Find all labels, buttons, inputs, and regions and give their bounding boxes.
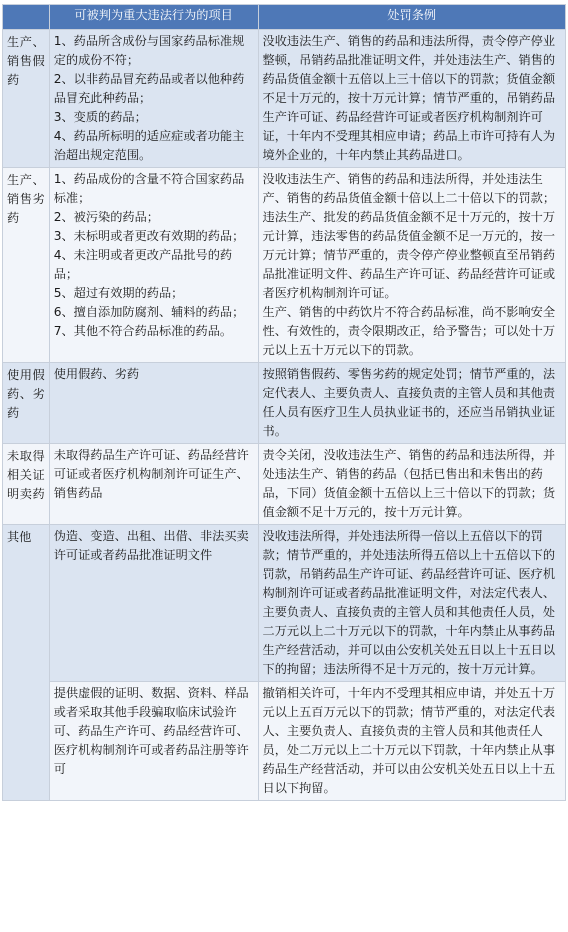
header-penalty: 处罚条例 xyxy=(258,5,565,30)
row-category: 生产、销售假药 xyxy=(3,30,50,168)
table-header-row xyxy=(3,5,566,30)
list-item: 1、药品所含成份与国家药品标准规定的成份不符； xyxy=(53,34,245,67)
list-item: 6、擅自添加防腐剂、辅料的药品； xyxy=(53,305,245,319)
list-item: 提供虚假的证明、数据、资料、样品或者采取其他手段骗取临床试验许可、药品生产许可、药品经营许可、医疗机构制剂许可或者药品注册等许可 xyxy=(53,686,249,776)
row-penalty xyxy=(258,444,565,525)
violations-table xyxy=(2,4,566,801)
penalty-text: 责令关闭，没收违法生产、销售的药品和违法所得，并处违法生产、销售的药品（包括已售出和未售出的药品，下同）货值金额十五倍以上三十倍以下的罚款；货值金额不足十万元的，按十万元计算。 xyxy=(262,448,556,519)
row-items xyxy=(49,525,258,682)
list-item: 2、被污染的药品； xyxy=(53,210,159,224)
row-penalty xyxy=(258,30,565,168)
table-row xyxy=(3,30,566,168)
list-item: 5、超过有效期的药品； xyxy=(53,286,184,300)
row-items xyxy=(49,168,258,363)
row-category: 生产、销售劣药 xyxy=(3,168,50,363)
list-item: 3、变质的药品； xyxy=(53,110,147,124)
row-items xyxy=(49,30,258,168)
table-row xyxy=(3,363,566,444)
row-penalty xyxy=(258,363,565,444)
list-item: 4、未注明或者更改产品批号的药品； xyxy=(53,248,233,281)
table-row xyxy=(3,444,566,525)
table-row xyxy=(3,682,566,801)
penalty-text: 没收违法生产、销售的药品和违法所得，并处违法生产、销售的药品货值金额十倍以上二十倍以下的罚款；违法生产、批发的药品货值金额不足十万元的，按十万元计算，违法零售的药品货值金额不足一万元的，按一万元计算；情节严重的，责令停产停业整顿直至吊销药品批准证明文件、药品生产许可证、药品经营许可证或者医疗机构制剂许可证。 xyxy=(262,172,556,300)
table-row xyxy=(3,525,566,682)
penalty-text: 没收违法生产、销售的药品和违法所得，责令停产停业整顿，吊销药品批准证明文件，并处违法生产、销售的药品货值金额十五倍以上三十倍以下的罚款；货值金额不足十万元的，按十万元计算；情节严重的，吊销药品生产许可证、药品经营许可证或者医疗机构制剂许可证，十年内不受理其相应申请；药品上市许可持有人为境外企业的，十年内禁止其药品进口。 xyxy=(262,34,556,162)
row-items xyxy=(49,444,258,525)
table-row xyxy=(3,168,566,363)
penalty-text: 没收违法所得，并处违法所得一倍以上五倍以下的罚款；情节严重的，并处违法所得五倍以上十五倍以下的罚款，吊销药品生产许可证、药品经营许可证、医疗机构制剂许可证或者药品批准证明文件，对法定代表人、主要负责人、直接负责的主管人员和其他责任人员，处二万元以上二十万元以下的罚款，十年内禁止从事药品生产经营活动，并可以由公安机关处五日以上十五日以下的拘留；违法所得不足十万元的，按十万元计算。 xyxy=(262,529,556,676)
row-category: 使用假药、劣药 xyxy=(3,363,50,444)
list-item: 4、药品所标明的适应症或者功能主治超出规定范围。 xyxy=(53,129,245,162)
row-category: 未取得相关证明卖药 xyxy=(3,444,50,525)
penalty-text: 生产、销售的中药饮片不符合药品标准，尚不影响安全性、有效性的，责令限期改正，给予警告；可以处十万元以上五十万元以下的罚款。 xyxy=(262,305,556,357)
list-item: 3、未标明或者更改有效期的药品； xyxy=(53,229,245,243)
row-penalty xyxy=(258,682,565,801)
list-item: 使用假药、劣药 xyxy=(53,367,140,381)
row-items xyxy=(49,682,258,801)
penalty-text: 按照销售假药、零售劣药的规定处罚；情节严重的，法定代表人、主要负责人、直接负责的主管人员和其他责任人员有医疗卫生人员执业证书的，还应当吊销执业证书。 xyxy=(262,367,556,438)
header-category xyxy=(3,5,50,30)
row-category: 其他 xyxy=(3,525,50,801)
row-penalty xyxy=(258,525,565,682)
header-violation-items: 可被判为重大违法行为的项目 xyxy=(49,5,258,30)
row-items xyxy=(49,363,258,444)
row-penalty xyxy=(258,168,565,363)
list-item: 7、其他不符合药品标准的药品。 xyxy=(53,324,233,338)
list-item: 2、以非药品冒充药品或者以他种药品冒充此种药品； xyxy=(53,72,245,105)
penalty-text: 撤销相关许可，十年内不受理其相应申请，并处五十万元以上五百万元以下的罚款；情节严重的，对法定代表人、主要负责人、直接负责的主管人员和其他责任人员，处二万元以上二十万元以下罚款，十年内禁止从事药品生产经营活动，并可以由公安机关处五日以上十五日以下拘留。 xyxy=(262,686,556,795)
list-item: 伪造、变造、出租、出借、非法买卖许可证或者药品批准证明文件 xyxy=(53,529,249,562)
list-item: 1、药品成份的含量不符合国家药品标准； xyxy=(53,172,245,205)
list-item: 未取得药品生产许可证、药品经营许可证或者医疗机构制剂许可证生产、销售药品 xyxy=(53,448,249,500)
